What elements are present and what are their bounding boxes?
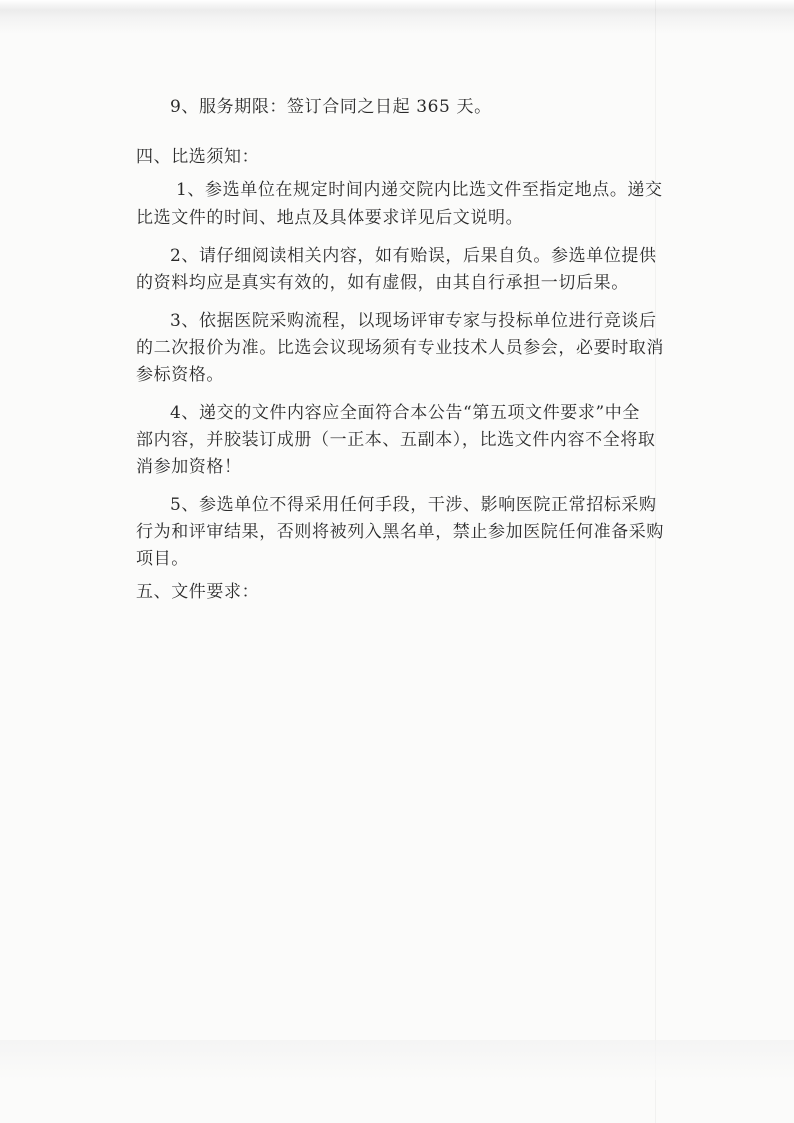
notice-item-1-line-1: 1、参选单位在规定时间内递交院内比选文件至指定地点。递交 (176, 180, 663, 200)
notice-item-4-line-3: 消参加资格！ (136, 457, 242, 477)
notice-item-2-line-2: 的资料均应是真实有效的，如有虚假，由其自行承担一切后果。 (136, 273, 629, 293)
notice-item-5-line-1: 5、参选单位不得采用任何手段，干涉、影响医院正常招标采购 (170, 495, 657, 515)
scan-shadow-bottom (0, 1040, 794, 1080)
section-heading-bid-notice: 四、比选须知： (136, 147, 260, 167)
scan-shadow-top (0, 0, 794, 34)
section-heading-file-requirements: 五、文件要求： (136, 582, 260, 602)
notice-item-1-line-2: 比选文件的时间、地点及具体要求详见后文说明。 (136, 208, 524, 228)
notice-item-3-line-3: 参标资格。 (136, 365, 224, 385)
notice-item-3-line-1: 3、依据医院采购流程，以现场评审专家与投标单位进行竞谈后 (170, 311, 657, 331)
notice-item-5-line-3: 项目。 (136, 549, 189, 569)
notice-item-4-line-2: 部内容，并胶装订成册（一正本、五副本），比选文件内容不全将取 (136, 430, 656, 450)
notice-item-5-line-2: 行为和评审结果，否则将被列入黑名单，禁止参加医院任何准备采购 (136, 522, 664, 542)
notice-item-3-line-2: 的二次报价为准。比选会议现场须有专业技术人员参会，必要时取消 (136, 338, 664, 358)
notice-item-4-line-1: 4、递交的文件内容应全面符合本公告“第五项文件要求”中全 (170, 403, 640, 423)
service-period-line: 9、服务期限：签订合同之日起 365 天。 (170, 97, 492, 117)
notice-item-2-line-1: 2、请仔细阅读相关内容，如有贻误，后果自负。参选单位提供 (170, 246, 657, 266)
